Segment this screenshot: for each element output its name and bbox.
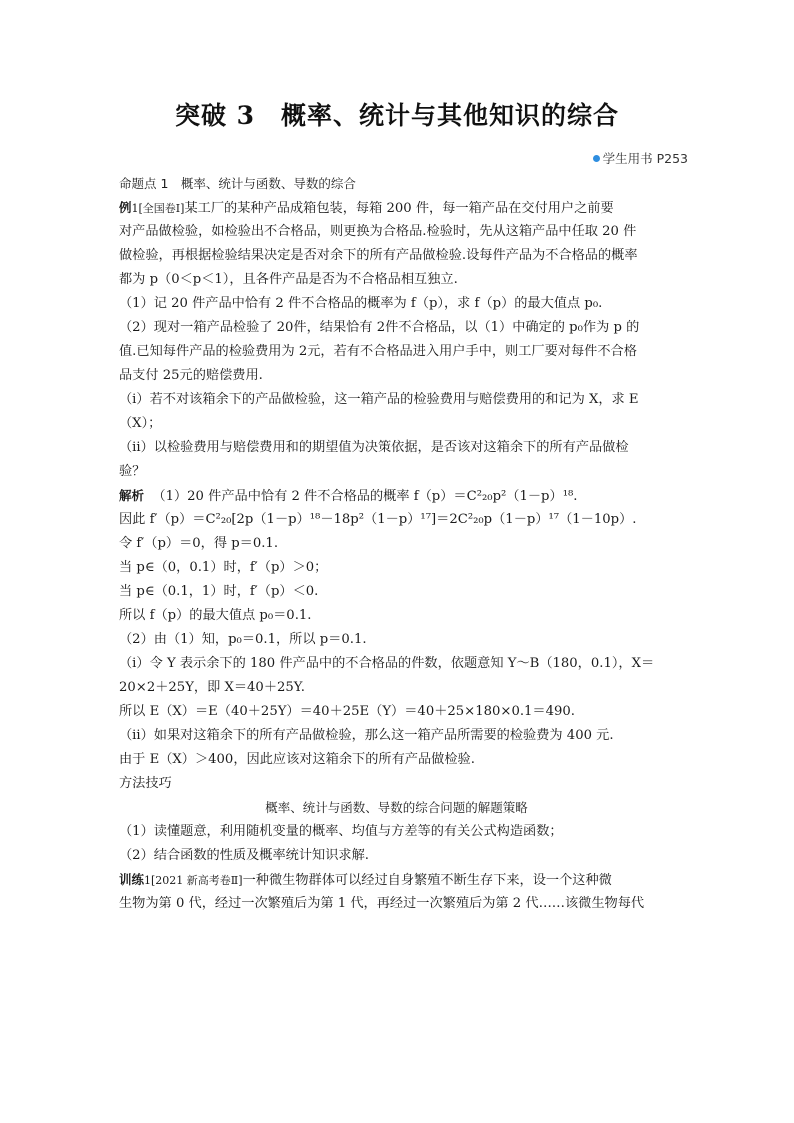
example-line-1: 对产品做检验，如检验出不合格品，则更换为合格品.检验时，先从这箱产品中任取 20 件: [119, 224, 637, 239]
solution-line-9: 所以 E（X）＝E（40＋25Y）＝40＋25E（Y）＝40＋25×180×0.1＝490.: [119, 704, 575, 719]
solution-line-8: 20×2＋25Y，即 X＝40＋25Y.: [119, 680, 305, 695]
example-line-2: 做检验，再根据检验结果决定是否对余下的所有产品做检验.设每件产品为不合格品的概率: [119, 248, 638, 263]
solution-label: 解析: [119, 488, 145, 503]
solution-line-4: 当 p∈（0.1，1）时，f′（p）＜0.: [119, 584, 319, 599]
ref-text: 学生用书 P253: [602, 151, 688, 166]
solution-line-1: 因此 f′（p）＝C²₂₀[2p（1－p）¹⁸－18p²（1－p）¹⁷]＝2C²₂₀p（1－p）¹⁷（1－10p）.: [119, 512, 637, 527]
example-num: 1: [131, 202, 139, 215]
method-item-0: （1）读懂题意，利用随机变量的概率、均值与方差等的有关公式构造函数；: [119, 824, 563, 839]
solution-line-10: （ⅱ）如果对这箱余下的所有产品做检验，那么这一箱产品所需要的检验费为 400 元.: [119, 728, 614, 743]
method-label: 方法技巧: [119, 776, 172, 791]
training-line-1: 生物为第 0 代，经过一次繁殖后为第 1 代，再经过一次繁殖后为第 2 代……该微生物每代: [119, 896, 645, 911]
solution-line-5: 所以 f（p）的最大值点 p₀＝0.1.: [119, 608, 312, 623]
question-ii-line-1: 验？: [119, 464, 146, 479]
solution-line-2: 令 f′（p）＝0，得 p＝0.1.: [119, 536, 279, 551]
question-1: （1）记 20 件产品中恰有 2 件不合格品的概率为 f（p），求 f（p）的最大值点 p₀.: [119, 296, 603, 311]
example-line-3: 都为 p（0＜p＜1），且各件产品是否为不合格品相互独立.: [119, 272, 458, 287]
training-text: 一种微生物群体可以经过自身繁殖不断生存下来，设一个这种微: [242, 873, 612, 888]
solution-line-6: （2）由（1）知，p₀＝0.1，所以 p＝0.1.: [119, 632, 367, 647]
example-text: 某工厂的某种产品成箱包装，每箱 200 件，每一箱产品在交付用户之前要: [184, 201, 614, 216]
question-i-line-1: （X）；: [119, 416, 162, 431]
page-title: 突破 3 概率、统计与其他知识的综合: [174, 101, 620, 130]
content: [119, 172, 674, 916]
example-line-0: [119, 196, 674, 220]
question-2-line-0: （2）现对一箱产品检验了 20件，结果恰有 2件不合格品，以（1）中确定的 p₀作为 p 的: [119, 320, 640, 335]
training-source: [2021 新高考卷Ⅱ]: [151, 874, 243, 887]
method-item-1: （2）结合函数的性质及概率统计知识求解.: [119, 848, 369, 863]
circle-icon: [593, 155, 600, 162]
topic-heading: 命题点 1 概率、统计与函数、导数的综合: [119, 176, 356, 191]
question-2-line-1: 值.已知每件产品的检验费用为 2元，若有不合格品进入用户手中，则工厂要对每件不合格: [119, 344, 637, 359]
solution-line-11: 由于 E（X）＞400，因此应该对这箱余下的所有产品做检验.: [119, 752, 475, 767]
training-label: 训练: [119, 872, 145, 887]
solution-line-0: [119, 484, 674, 508]
training-line-0: [119, 868, 674, 892]
question-ii-line-0: （ⅱ）以检验费用与赔偿费用和的期望值为决策依据，是否该对这箱余下的所有产品做检: [119, 440, 629, 455]
student-book-ref[interactable]: [593, 149, 688, 167]
example-label: 例: [119, 200, 132, 215]
solution-line-3: 当 p∈（0，0.1）时，f′（p）＞0；: [119, 560, 328, 575]
training-num: 1: [144, 874, 152, 887]
question-i-line-0: （ⅰ）若不对该箱余下的产品做检验，这一箱产品的检验费用与赔偿费用的和记为 X，求 E: [119, 392, 639, 407]
example-source: [全国卷Ⅰ]: [138, 202, 185, 215]
method-title: 概率、统计与函数、导数的综合问题的解题策略: [265, 800, 528, 815]
question-2-line-2: 品支付 25元的赔偿费用.: [119, 368, 263, 383]
solution-line-7: （ⅰ）令 Y 表示余下的 180 件产品中的不合格品的件数，依题意知 Y～B（180，0.1），X＝: [119, 656, 655, 671]
solution-text: （1）20 件产品中恰有 2 件不合格品的概率 f（p）＝C²₂₀p²（1－p）¹⁸.: [152, 489, 578, 504]
